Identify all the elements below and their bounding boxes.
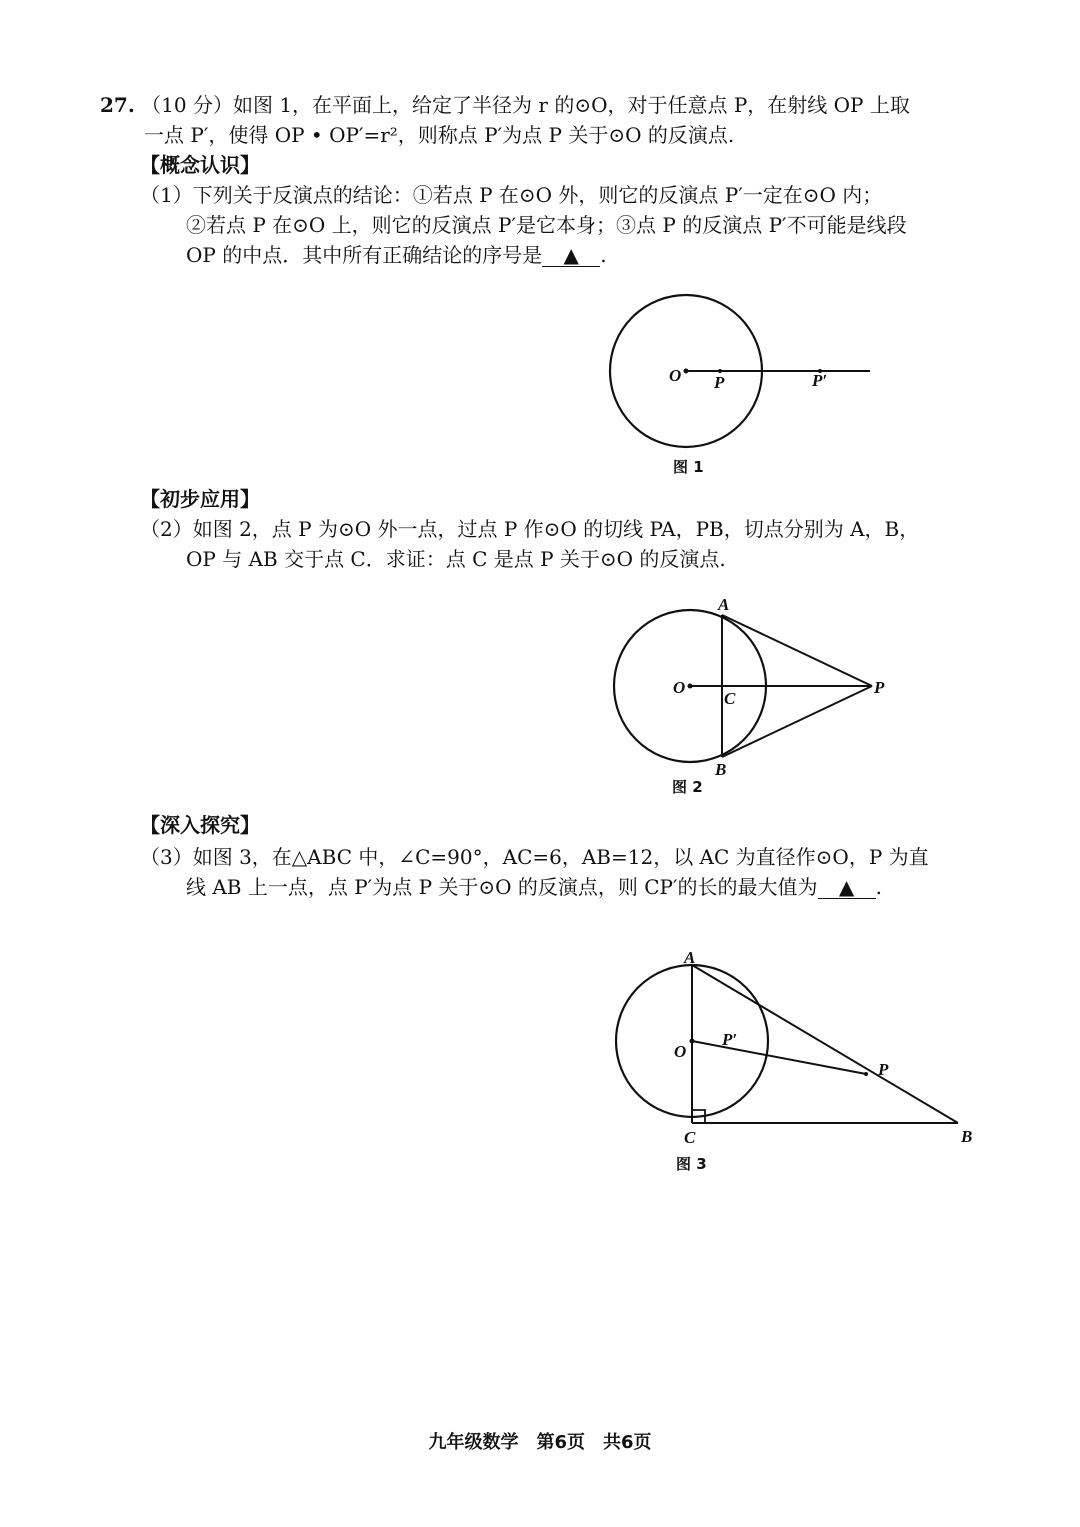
part3-line-2-end: .: [875, 875, 882, 899]
figure-3-point-p: [864, 1072, 868, 1076]
figure-3-label-p: P: [878, 1060, 889, 1079]
section-heading-concept: 【概念认识】: [140, 153, 260, 177]
section-heading-explore: 【深入探究】: [140, 813, 260, 837]
figure-1-caption: 图 1: [673, 458, 704, 476]
part3-line-1: （3）如图 3，在△ABC 中，∠C=90°，AC=6，AB=12，以 AC 为直径作⊙O，P 为直: [140, 845, 929, 869]
figure-2-point-o: [688, 684, 693, 689]
part1-line-2: ②若点 P 在⊙O 上，则它的反演点 P′是它本身；③点 P 的反演点 P′不可能是线段: [186, 213, 907, 237]
section-heading-application: 【初步应用】: [140, 487, 260, 511]
figure-2-label-p: P: [874, 678, 885, 697]
figure-2-tangent-pb: [722, 686, 872, 757]
figure-2: [600, 592, 910, 802]
figure-3-label-c: C: [684, 1128, 696, 1147]
figure-1-point-o: [684, 369, 689, 374]
part3-line-2: [186, 874, 882, 900]
question-intro-text: （10 分）如图 1，在平面上，给定了半径为 r 的⊙O，对于任意点 P，在射线 OP 上取: [141, 93, 910, 117]
question-number: 27.: [100, 93, 135, 117]
figure-1-label-p: P: [714, 373, 725, 392]
figure-3: [600, 948, 990, 1178]
part3-line-2-text: 线 AB 上一点，点 P′为点 P 关于⊙O 的反演点，则 CP′的长的最大值为: [186, 875, 818, 899]
figure-3-label-p-prime: P′: [722, 1030, 738, 1049]
part2-line-2: OP 与 AB 交于点 C．求证：点 C 是点 P 关于⊙O 的反演点.: [186, 547, 726, 571]
answer-blank-2[interactable]: ▲: [818, 876, 876, 899]
part1-line-3: [186, 242, 607, 268]
figure-2-label-o: O: [673, 678, 686, 697]
figure-1-label-o: O: [669, 366, 682, 385]
figure-1: [590, 280, 890, 480]
part1-line-3-text: OP 的中点．其中所有正确结论的序号是: [186, 243, 543, 267]
figure-3-label-o: O: [674, 1042, 687, 1061]
part1-line-3-end: .: [600, 243, 607, 267]
question-line-2: 一点 P′，使得 OP • OP′=r²，则称点 P′为点 P 关于⊙O 的反演点.: [144, 123, 735, 147]
figure-3-caption: 图 3: [676, 1155, 707, 1173]
figure-1-label-p-prime: P′: [812, 371, 828, 390]
figure-3-segment-op: [692, 1041, 866, 1074]
figure-2-caption: 图 2: [672, 778, 703, 796]
question-line-1: [100, 92, 910, 118]
answer-blank-1[interactable]: ▲: [542, 244, 600, 267]
figure-3-point-o: [690, 1039, 695, 1044]
figure-3-label-a: A: [684, 948, 696, 967]
page-footer: 九年级数学 第6页 共6页: [428, 1432, 652, 1453]
figure-2-label-a: A: [718, 595, 730, 614]
figure-3-label-b: B: [961, 1127, 973, 1146]
figure-2-label-b: B: [715, 760, 727, 779]
figure-2-label-c: C: [724, 689, 736, 708]
figure-2-tangent-pa: [722, 615, 872, 686]
part2-line-1: （2）如图 2，点 P 为⊙O 外一点，过点 P 作⊙O 的切线 PA，PB，切点分别为 A，B，: [140, 517, 920, 541]
part1-line-1: （1）下列关于反演点的结论：①若点 P 在⊙O 外，则它的反演点 P′一定在⊙O 内；: [140, 183, 883, 207]
